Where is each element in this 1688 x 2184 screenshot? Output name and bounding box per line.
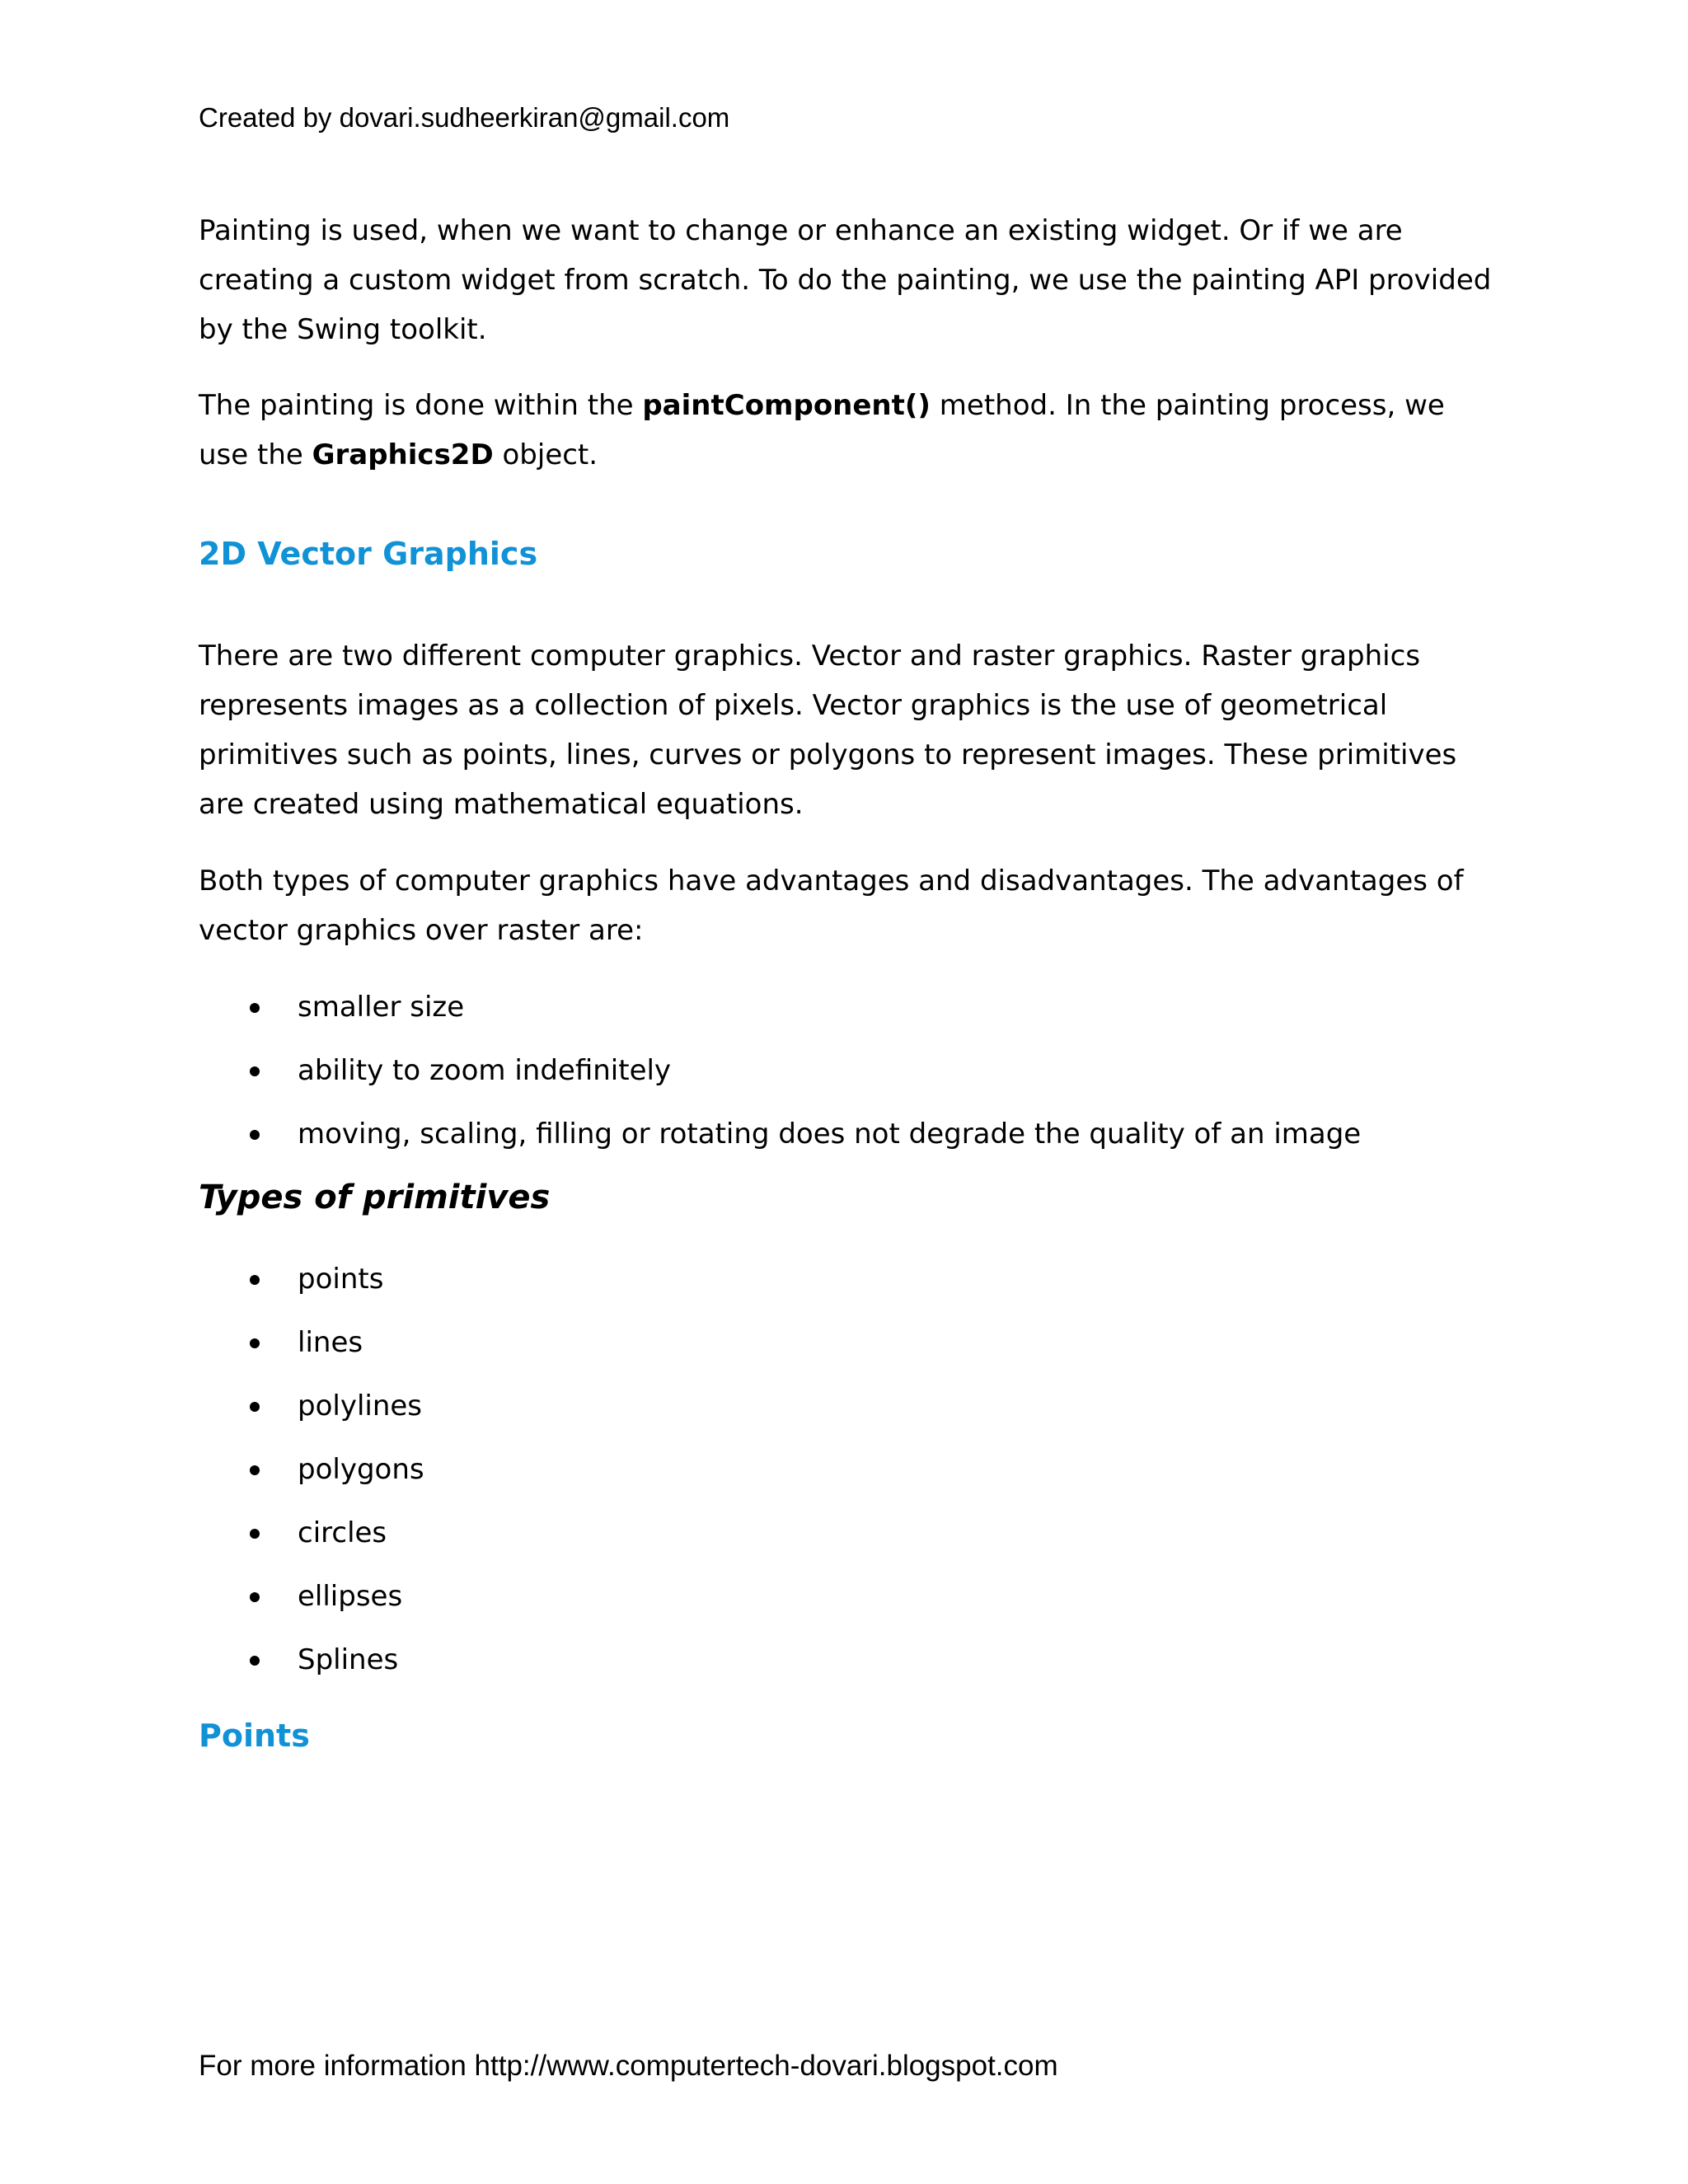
- bullet-icon: [250, 1402, 260, 1412]
- list-item-text: Splines: [298, 1643, 399, 1676]
- intro-paragraph-2: [199, 381, 1493, 480]
- bullet-icon: [250, 1275, 260, 1285]
- list-item-text: circles: [298, 1516, 387, 1549]
- bullet-icon: [250, 1465, 260, 1475]
- list-item: [199, 1381, 1493, 1431]
- list-item-text: ellipses: [298, 1580, 403, 1613]
- list-item: [199, 1254, 1493, 1304]
- list-item: [199, 1318, 1493, 1367]
- list-item: [199, 1572, 1493, 1621]
- bullet-icon: [250, 1066, 260, 1076]
- points-heading: Points: [199, 1718, 310, 1754]
- list-item-text: smaller size: [298, 991, 465, 1024]
- list-item-text: ability to zoom indefinitely: [298, 1054, 672, 1087]
- list-item-text: points: [298, 1263, 384, 1296]
- list-item: [199, 1635, 1493, 1685]
- bullet-icon: [250, 1656, 260, 1666]
- intro-paragraph-2-text-a: The painting is done within the: [199, 389, 643, 422]
- list-item-text: lines: [298, 1326, 363, 1359]
- intro-paragraph-2-text-c: object.: [493, 438, 598, 471]
- intro-paragraph-1: Painting is used, when we want to change or enhance an existing widget. Or if we are creating a custom widget from scratch. To do the painting, we use the painting API provided by the Swing toolkit.: [199, 214, 1492, 346]
- primitives-heading: Types of primitives: [199, 1179, 551, 1216]
- graphics2d-object-name: Graphics2D: [312, 438, 494, 471]
- intro-paragraph-2-text-b: method. In the painting process, we use the: [199, 389, 1445, 471]
- list-item: [199, 1046, 1493, 1095]
- list-item-text: moving, scaling, filling or rotating does not degrade the quality of an image: [298, 1118, 1362, 1151]
- bullet-icon: [250, 1529, 260, 1539]
- bullet-icon: [250, 1130, 260, 1140]
- vector-paragraph-1: There are two different computer graphics. Vector and raster graphics. Raster graphics represents images as a collection of pixels. Vector graphics is the use of geometrical primitives such as points, lines, curves or polygons to represent images. These primitives are created using mathematical equations.: [199, 640, 1457, 821]
- advantages-list: [199, 982, 1493, 1159]
- vector-graphics-heading: 2D Vector Graphics: [199, 536, 538, 572]
- primitives-list: [199, 1254, 1493, 1685]
- list-item-text: polylines: [298, 1390, 423, 1422]
- list-item: [199, 982, 1493, 1032]
- bullet-icon: [250, 1338, 260, 1348]
- list-item: [199, 1109, 1493, 1159]
- list-item: [199, 1508, 1493, 1558]
- list-item-text: polygons: [298, 1453, 424, 1486]
- page-footer: For more information http://www.computertech-dovari.blogspot.com: [199, 2050, 1058, 2082]
- page-content: [199, 206, 1493, 1760]
- paintcomponent-method-name: paintComponent(): [642, 389, 931, 422]
- bullet-icon: [250, 1592, 260, 1602]
- vector-paragraph-2: Both types of computer graphics have advantages and disadvantages. The advantages of vector graphics over raster are:: [199, 865, 1464, 947]
- list-item: [199, 1445, 1493, 1494]
- bullet-icon: [250, 1003, 260, 1013]
- page-header: Created by dovari.sudheerkiran@gmail.com: [199, 102, 730, 133]
